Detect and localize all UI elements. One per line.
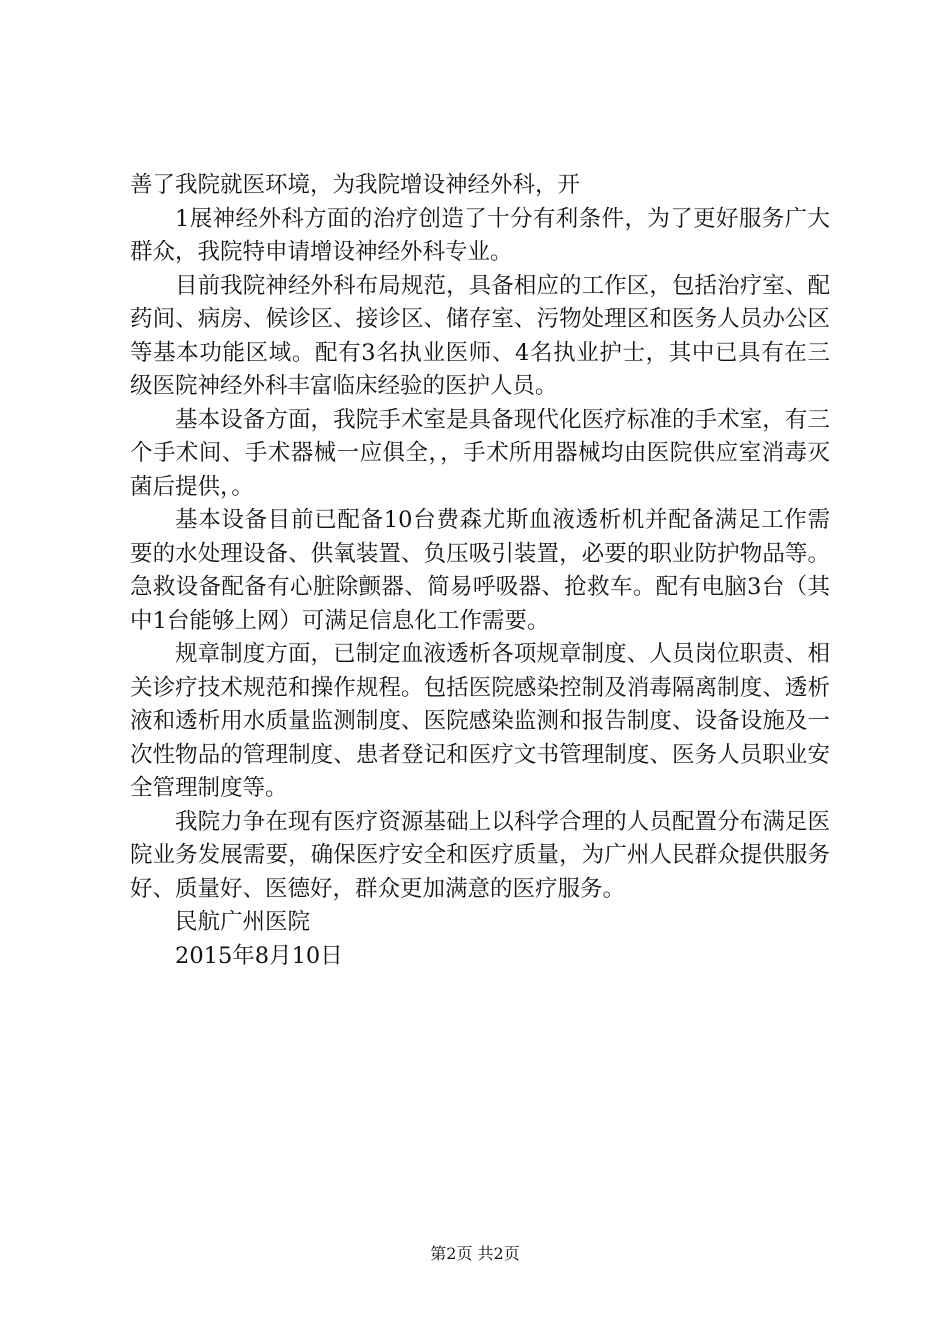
paragraph-conclusion: 我院力争在现有医疗资源基础上以科学合理的人员配置分布满足医院业务发展需要，确保医疗安全和医疗质量，为广州人民群众提供服务好、质量好、医德好，群众更加满意的医疗服务。 <box>130 808 830 902</box>
paragraph-intro: 1展神经外科方面的治疗创造了十分有利条件，为了更好服务广大群众，我院特申请增设神经外科专业。 <box>130 205 830 265</box>
document-body <box>130 169 830 973</box>
paragraph-continuation: 善了我院就医环境，为我院增设神经外科，开 <box>130 172 581 198</box>
paragraph-dialysis-equipment: 基本设备目前已配备10台费森尤斯血液透析机并配备满足工作需要的水处理设备、供氧装置、负压吸引装置，必要的职业防护物品等。急救设备配备有心脏除颤器、简易呼吸器、抢救车。配有电脑3台（其中1台能够上网）可满足信息化工作需要。 <box>130 507 830 634</box>
paragraph-regulations: 规章制度方面，已制定血液透析各项规章制度、人员岗位职责、相关诊疗技术规范和操作规程。包括医院感染控制及消毒隔离制度、透析液和透析用水质量监测制度、医院感染监测和报告制度、设备设施及一次性物品的管理制度、患者登记和医疗文书管理制度、医务人员职业安全管理制度等。 <box>130 641 830 801</box>
date: 2015年8月10日 <box>175 942 343 969</box>
paragraph-layout: 目前我院神经外科布局规范，具备相应的工作区，包括治疗室、配药间、病房、候诊区、接诊区、储存室、污物处理区和医务人员办公区等基本功能区域。配有3名执业医师、4名执业护士，其中已具有在三级医院神经外科丰富临床经验的医护人员。 <box>130 272 830 399</box>
page-number: 第2页 共2页 <box>430 1244 520 1263</box>
signature: 民航广州医院 <box>175 909 311 935</box>
paragraph-surgery-equipment: 基本设备方面，我院手术室是具备现代化医疗标准的手术室，有三个手术间、手术器械一应俱全，，手术所用器械均由医院供应室消毒灭菌后提供，。 <box>130 406 830 500</box>
